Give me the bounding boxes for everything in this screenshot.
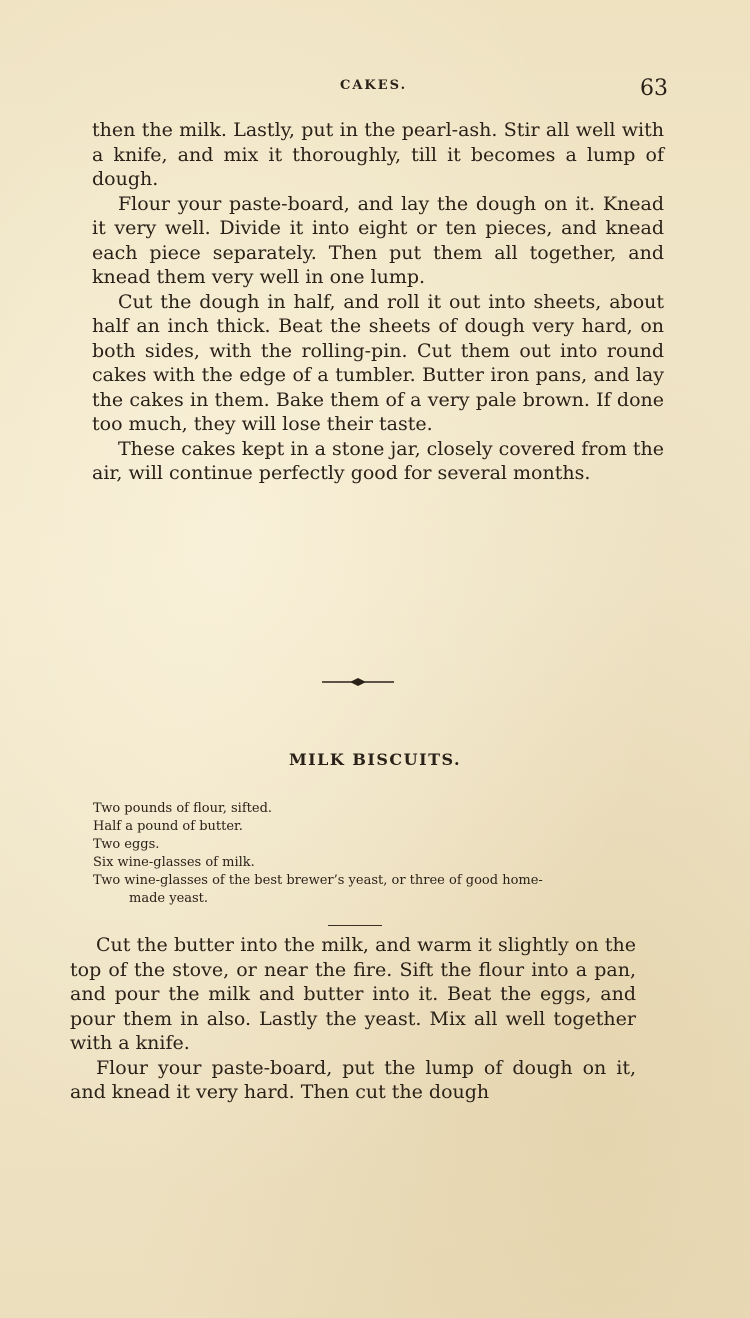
- ingredient-item-continued: made yeast.: [129, 891, 209, 906]
- paragraph: Cut the dough in half, and roll it out into sheets, about half an inch thick. Beat the sheets of dough very hard, on both sides, with the rolling-pin. Cut them out into round cakes with the edge of a tumbler. Butter iron pans, and lay the cakes in them. Bake them of a very pale brown. If done too much, they will lose their taste.: [92, 290, 664, 435]
- page-number: 63: [640, 76, 668, 101]
- ingredient-item: Two wine-glasses of the best brewer’s yeast, or three of good home-: [93, 873, 543, 888]
- paragraph: These cakes kept in a stone jar, closely covered from the air, will continue perfectly good for several months.: [92, 437, 664, 484]
- ingredient-item: Six wine-glasses of milk.: [93, 855, 255, 870]
- ingredient-item: Half a pound of butter.: [93, 819, 243, 834]
- running-head: CAKES.: [340, 78, 408, 93]
- recipe-title: MILK BISCUITS.: [288, 750, 462, 769]
- page-header: [90, 78, 670, 108]
- paragraph: Cut the butter into the milk, and warm it slightly on the top of the stove, or near the fire. Sift the flour into a pan, and pour the milk and butter into it. Beat the eggs, and pour them in also. Lastly the yeast. Mix all well together with a knife.: [70, 934, 636, 1054]
- section-divider-ornament: [322, 673, 394, 691]
- paragraph: then the milk. Lastly, put in the pearl-ash. Stir all well with a knife, and mix it thoroughly, till it becomes a lump of dough.: [92, 119, 664, 190]
- divider-rule: [328, 925, 382, 926]
- continued-recipe-text: [92, 118, 664, 486]
- ingredient-item: Two pounds of flour, sifted.: [93, 801, 273, 816]
- recipe-directions: [70, 933, 636, 1105]
- paragraph: Flour your paste-board, put the lump of dough on it, and knead it very hard. Then cut the dough: [70, 1056, 636, 1103]
- paragraph: Flour your paste-board, and lay the dough on it. Knead it very well. Divide it into eight or ten pieces, and knead each piece separately. Then put them all together, and knead them very well in one lump.: [92, 192, 664, 288]
- ingredient-item: Two eggs.: [93, 837, 160, 852]
- ingredient-list: [93, 800, 653, 908]
